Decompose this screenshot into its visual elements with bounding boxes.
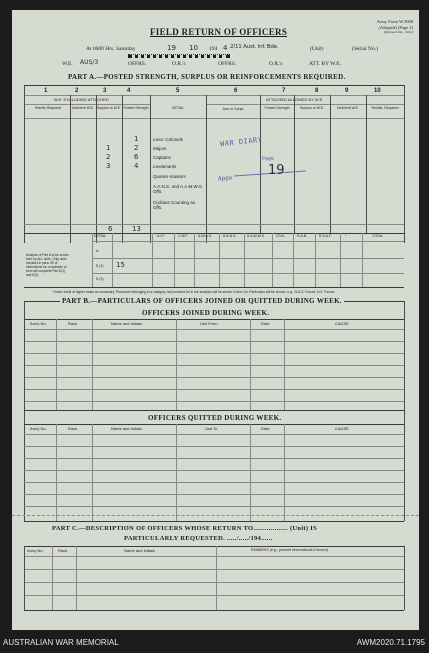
we-excluding-heading: W.E. EXCLUDING ATTACHED xyxy=(54,97,109,102)
quitted-title-rule xyxy=(24,424,404,425)
quitted-col-line xyxy=(176,424,177,521)
col-number: 4 xyxy=(127,88,131,94)
quitted-title: OFFICERS QUITTED DURING WEEK. xyxy=(148,414,282,422)
part-c-col-line xyxy=(24,546,25,610)
rank-civilians: Civilians Counting as Offs. xyxy=(153,200,196,211)
quitted-row-rule xyxy=(24,470,404,471)
year-value: 4 xyxy=(223,44,228,52)
analysis-head-total: TOTAL xyxy=(372,234,383,238)
joined-col-line xyxy=(92,319,93,410)
rank-lieut-colonels: Lieut.-Colonels xyxy=(153,137,184,142)
posted-majors: 2 xyxy=(134,144,139,152)
col-head-posted: Posted Strength xyxy=(123,106,149,110)
quitted-col-line xyxy=(284,424,285,521)
analysis-col-line xyxy=(112,233,113,287)
analysis-row-e1: E.(1) xyxy=(96,264,104,268)
rank-lieutenants: Lieutenants xyxy=(153,164,177,169)
part-b-title: PART B.—PARTICULARS OF OFFICERS JOINED OR QUITTED DURING WEEK. xyxy=(62,297,342,305)
quitted-head-cause: CAUSE xyxy=(335,426,349,431)
perforation-line xyxy=(12,515,419,516)
joined-title-rule xyxy=(24,319,404,320)
analysis-col-line xyxy=(92,233,93,287)
analysis-head-cmf: C.M.F. xyxy=(178,234,189,238)
form-ref-line: Army Form W.3008 xyxy=(376,19,413,24)
form-ref-line: (Revised Jan., 1941) xyxy=(384,30,413,35)
col-number: 10 xyxy=(374,88,381,94)
joined-row-rule xyxy=(24,365,404,366)
unit-label: (Unit) xyxy=(310,46,324,52)
analysis-col-line xyxy=(315,233,316,287)
col-number: 6 xyxy=(234,88,238,94)
col-number: 9 xyxy=(345,88,349,94)
posted-lieutenants: 4 xyxy=(134,162,139,170)
joined-bottom-rule xyxy=(24,410,404,411)
serial-label: (Serial No.) xyxy=(352,46,378,52)
day-value: 19 xyxy=(167,44,176,52)
joined-row-rule xyxy=(24,341,404,342)
quitted-head-army-no: Army No. xyxy=(30,426,47,431)
analysis-head-aif: A.I.F. xyxy=(157,234,165,238)
attached-allowed-heading: ATTACHED ALLOWED BY W.E. xyxy=(266,97,324,102)
surplus-majors: 1 xyxy=(106,144,111,152)
joined-head-army-no: Army No. xyxy=(30,321,47,326)
part-c-head-army-no: Army No. xyxy=(27,548,44,553)
att-subhead-rule xyxy=(206,104,404,105)
joined-col-line xyxy=(56,319,57,410)
col-head-surplus: Surplus to W.E. xyxy=(96,106,122,110)
joined-head-name: Name and Initials xyxy=(111,321,142,326)
year-prefix: 194 xyxy=(209,46,218,52)
surplus-captains: 2 xyxy=(106,153,111,161)
quitted-col-line xyxy=(250,424,251,521)
joined-row-rule xyxy=(24,401,404,402)
analysis-col-line xyxy=(293,233,294,287)
col-head-reinfts: Reinfts Required xyxy=(34,106,62,110)
part-c-col-line xyxy=(404,546,405,610)
col-line xyxy=(70,95,71,243)
col-head-deficient: Deficient W.E. xyxy=(72,106,94,110)
part-b-bottom-rule xyxy=(24,521,404,522)
analysis-bottom-rule xyxy=(24,287,404,288)
footer-accession-number: AWM2020.71.1795 xyxy=(356,638,425,647)
col-head-arm: Arm or Corps xyxy=(222,107,244,111)
we-subhead-rule xyxy=(24,104,150,105)
part-c-title-line1: PART C.—DESCRIPTION OF OFFICERS WHOSE RETURN TO.................. (Unit) IS xyxy=(52,525,318,532)
analysis-col-line xyxy=(219,233,220,287)
joined-col-line xyxy=(250,319,251,410)
part-c-top-rule xyxy=(24,546,404,547)
analysis-head-star: * xyxy=(345,234,347,238)
analysis-col-line xyxy=(272,233,273,287)
stamp-page-label: Page xyxy=(261,155,275,163)
war-diary-stamp xyxy=(216,132,312,192)
analysis-row-e2: E.(2) xyxy=(96,277,104,281)
form-reference xyxy=(377,19,413,35)
col-head-posted-att: Posted Strength xyxy=(264,106,290,110)
col-line xyxy=(96,95,97,243)
analysis-col-line xyxy=(152,233,153,287)
quitted-col-line xyxy=(56,424,57,521)
att-by-we-label: ATT. BY W.E. xyxy=(309,61,341,67)
part-c-row-rule xyxy=(24,595,404,596)
part-a-number-rule xyxy=(24,95,404,96)
col-line xyxy=(330,95,331,233)
posted-captains: 6 xyxy=(134,153,139,161)
rank-captains: Captains xyxy=(153,155,171,160)
part-c-title-line2: PARTICULARLY REQUESTED. ...../...../194...... xyxy=(124,535,273,542)
part-c-col-line xyxy=(76,546,77,610)
part-c-head-name: Name and Initials xyxy=(124,548,155,553)
analysis-head-aamws: A.A.M.W.S. xyxy=(247,234,265,238)
quitted-row-rule xyxy=(24,458,404,459)
joined-row-rule xyxy=(24,377,404,378)
joined-row-rule xyxy=(24,389,404,390)
footer-archive-name: AUSTRALIAN WAR MEMORIAL xyxy=(3,638,119,647)
quitted-head-date: Date xyxy=(261,426,270,431)
joined-head-unit-from: Unit From xyxy=(200,321,218,326)
analysis-head-ran: R.A.N. xyxy=(297,234,308,238)
posted-total: 13 xyxy=(132,225,141,233)
att-offrs-label: OFFRS. xyxy=(218,61,237,67)
part-c-head-rule xyxy=(24,556,404,557)
part-c-row-rule xyxy=(24,569,404,570)
analysis-head-raaf: R.A.A.F. xyxy=(319,234,332,238)
analysis-col-line xyxy=(244,233,245,287)
form-title: FIELD RETURN OF OFFICERS xyxy=(150,27,288,37)
analysis-row-rule xyxy=(92,258,404,259)
we-offrs-label: OFFRS. xyxy=(128,61,147,67)
we-value: AUS/3 xyxy=(80,59,99,66)
col-number: 3 xyxy=(103,88,107,94)
joined-col-line xyxy=(284,319,285,410)
quitted-head-rank: Rank xyxy=(68,426,78,431)
rank-quartermasters: Quarter-masters xyxy=(153,174,186,179)
joined-title: OFFICERS JOINED DURING WEEK. xyxy=(142,309,270,317)
stamp-appx-value: 19 xyxy=(268,163,285,178)
att-ors-label: O.R.'s xyxy=(269,61,283,67)
col-head-bottom-rule xyxy=(24,118,404,119)
part-b-right-line xyxy=(404,301,405,521)
col-head-deficient-att: Deficient W.E. xyxy=(337,106,359,110)
analysis-row-a: A. xyxy=(96,249,100,253)
analysis-note: Analysis of Part A to be shown here by ALL units. Only units included in para. 59 of instructions for completion of form will complete Part E(1) and E(2). xyxy=(26,253,69,277)
col-line xyxy=(206,95,207,243)
quitted-row-rule xyxy=(24,506,404,507)
quitted-col-line xyxy=(92,424,93,521)
joined-head-cause: CAUSE xyxy=(335,321,349,326)
joined-head-rank: Rank xyxy=(68,321,78,326)
part-a-title: PART A.—POSTED STRENGTH, SURPLUS OR REINFORCEMENTS REQUIRED. xyxy=(68,73,346,81)
totals-rule xyxy=(24,224,404,225)
quitted-head-name: Name and Initials xyxy=(111,426,142,431)
part-b-left-line xyxy=(24,301,25,521)
analysis-footnote: * Insert detail of higher ranks as necessary. Personnel belonging to a category not provided for in the analysis will be shown in this Col. Particulars will be shown, e.g., N.U.S. Forces; N.Z. Forces. xyxy=(52,290,336,294)
col-number: 7 xyxy=(282,88,286,94)
col-line xyxy=(404,85,405,243)
analysis-value: 15 xyxy=(116,261,125,269)
quitted-row-rule xyxy=(24,482,404,483)
analysis-head-civil: CIVIL xyxy=(276,234,285,238)
analysis-head-rule xyxy=(92,241,404,242)
analysis-col-line xyxy=(174,233,175,287)
col-head-reinfts-att: Reinfts. Required xyxy=(371,106,399,110)
part-c-head-remarks: REMARKS (e.g., present whereabouts if known). xyxy=(251,548,329,552)
part-c-head-rank: Rank xyxy=(58,548,68,553)
joined-col-line xyxy=(176,319,177,410)
col-line xyxy=(122,95,123,243)
month-value: 10 xyxy=(189,44,198,52)
analysis-top-rule xyxy=(24,233,404,234)
joined-head-date: Date xyxy=(261,321,270,326)
analysis-col-line xyxy=(362,233,363,287)
rank-aans: A.A.N.S. and A.A.M.W.S. Offs. xyxy=(153,184,204,195)
we-label: W.E. xyxy=(62,61,73,67)
we-ors-label: O.R.'s xyxy=(172,61,186,67)
analysis-head-detail: DETAIL xyxy=(94,234,106,238)
joined-row-rule xyxy=(24,353,404,354)
col-line xyxy=(24,85,25,243)
date-dotted-line xyxy=(128,54,230,58)
quitted-head-unit-to: Unit To xyxy=(205,426,218,431)
quitted-head-rule xyxy=(24,434,404,435)
col-line xyxy=(366,95,367,233)
stamp-appx-label: Appx xyxy=(217,174,233,183)
col-number: 1 xyxy=(44,88,48,94)
col-number: 8 xyxy=(315,88,319,94)
part-c-row-rule xyxy=(24,582,404,583)
col-head-detail: DETAIL xyxy=(172,106,184,110)
quitted-row-rule xyxy=(24,446,404,447)
col-line xyxy=(150,95,151,243)
surplus-lieutenants: 3 xyxy=(106,162,111,170)
analysis-head-aans: A.A.N.S. xyxy=(223,234,237,238)
analysis-head-awas: A.W.A.S. xyxy=(198,234,213,238)
part-c-col-line xyxy=(216,546,217,610)
posted-lieut-colonels: 1 xyxy=(134,135,139,143)
form-ref-line: (Adapted) (Page 1) xyxy=(378,24,413,30)
analysis-row-rule xyxy=(92,273,404,274)
analysis-col-line xyxy=(194,233,195,287)
time-line-prefix: At 0600 Hrs. Saturday xyxy=(86,46,136,52)
joined-head-rule xyxy=(24,329,404,330)
rank-majors: Majors xyxy=(153,146,167,151)
col-number: 2 xyxy=(75,88,79,94)
part-c-col-line xyxy=(52,546,53,610)
part-a-top-rule xyxy=(24,85,404,86)
analysis-col-line xyxy=(340,233,341,287)
col-head-surplus-att: Surplus to W.E. xyxy=(299,106,325,110)
part-c-bottom-rule xyxy=(24,610,404,611)
col-number: 5 xyxy=(176,88,180,94)
stamp-title: WAR DIARY xyxy=(219,135,263,149)
quitted-row-rule xyxy=(24,494,404,495)
unit-value: 2/11 Aust. Inf. Bde. xyxy=(230,44,279,50)
surplus-total: 6 xyxy=(108,225,113,233)
form-sheet xyxy=(12,10,419,630)
